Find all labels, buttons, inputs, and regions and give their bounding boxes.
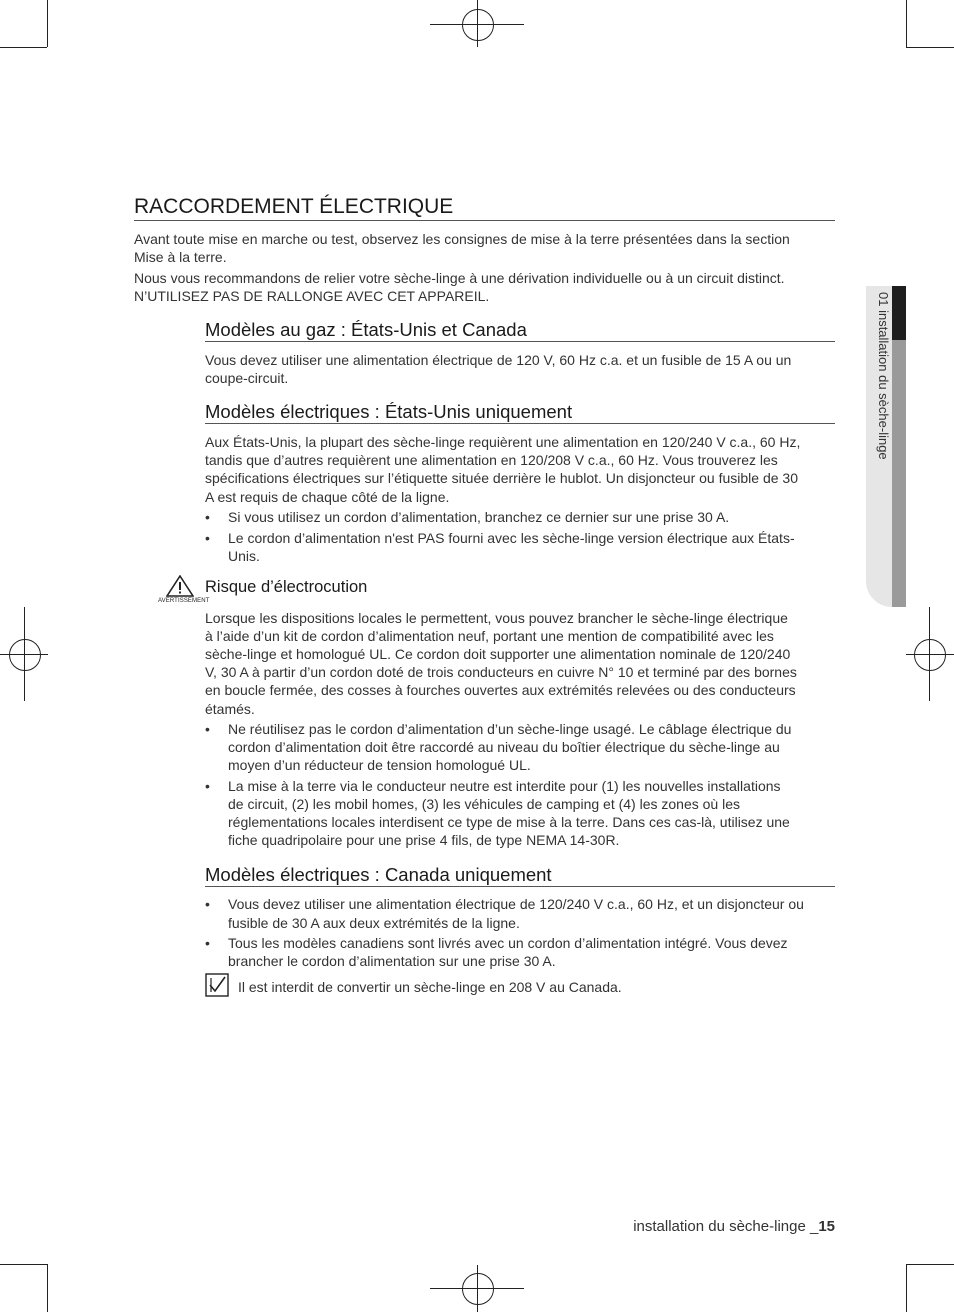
note-text: Il est interdit de convertir un sèche-linge en 208 V au Canada. — [238, 979, 622, 995]
list-item-text: Le cordon d’alimentation n'est PAS fourni avec les sèche-linge version électrique aux États- — [228, 530, 795, 546]
list-item-text: fiche quadripolaire pour une prise 4 fils, de type NEMA 14-30R. — [228, 832, 620, 848]
warning-text-line: à l’aide d’un kit de cordon d’alimentation neuf, portant une mention de compatibilité avec les — [205, 628, 774, 644]
gas-text-line: coupe-circuit. — [205, 370, 289, 386]
bullet-dot: • — [205, 530, 210, 546]
electric-us-text-line: tandis que d’autres requièrent une alimentation en 120/208 V c.a., 60 Hz. Vous trouverez les — [205, 452, 778, 468]
intro-line: Nous vous recommandons de relier votre sèche-linge à une dérivation individuelle ou à un circuit distinct. — [134, 270, 785, 286]
electric-us-text-line: A est requis de chaque côté de la ligne. — [205, 489, 450, 505]
list-item-text: réglementations locales interdisent ce type de mise à la terre. Dans ces cas-là, utilisez une — [228, 814, 790, 830]
section-heading-electric-us: Modèles électriques : États-Unis uniquement — [205, 401, 835, 424]
list-item-text: La mise à la terre via le conducteur neutre est interdite pour (1) les nouvelles installations — [228, 778, 781, 794]
bullet-dot: • — [205, 509, 210, 525]
intro-line: Mise à la terre. — [134, 249, 227, 265]
list-item-text: moyen d’un réducteur de tension homologué UL. — [228, 757, 531, 773]
list-item-text: Si vous utilisez un cordon d’alimentation, branchez ce dernier sur une prise 30 A. — [228, 509, 730, 525]
warning-text-line: sèche-linge et homologué UL. Ce cordon doit supporter une alimentation nominale de 120/240 — [205, 646, 791, 662]
intro-line: N’UTILISEZ PAS DE RALLONGE AVEC CET APPAREIL. — [134, 288, 490, 304]
footer-text: installation du sèche-linge _ — [633, 1218, 819, 1235]
page-title: RACCORDEMENT ÉLECTRIQUE — [134, 194, 835, 221]
bullet-dot: • — [205, 721, 210, 737]
list-item-text: de circuit, (2) les mobil homes, (3) les véhicules de camping et (4) les zones où les — [228, 796, 740, 812]
chapter-tab-label: 01 installation du sèche-linge — [876, 292, 891, 460]
chapter-tab-marker — [892, 286, 906, 340]
bullet-dot: • — [205, 896, 210, 912]
warning-text-line: en boucle fermée, des cosses à fourches ouvertes aux extrémités relevées ou des conducteurs — [205, 682, 796, 698]
warning-icon — [166, 575, 194, 597]
list-item-text: cordon d’alimentation doit être raccordé au niveau du boîtier électrique du sèche-linge au — [228, 739, 780, 755]
gas-text-line: Vous devez utiliser une alimentation électrique de 120 V, 60 Hz c.a. et un fusible de 15 A ou un — [205, 352, 792, 368]
warning-text-line: étamés. — [205, 701, 255, 717]
page-footer — [633, 1218, 835, 1235]
bullet-dot: • — [205, 778, 210, 794]
list-item-text: fusible de 30 A aux deux extrémités de la ligne. — [228, 915, 520, 931]
section-heading-gas: Modèles au gaz : États-Unis et Canada — [205, 319, 835, 342]
list-item-text: Vous devez utiliser une alimentation électrique de 120/240 V c.a., 60 Hz, et un disjoncteur ou — [228, 896, 804, 912]
warning-label: AVERTISSEMENT — [158, 598, 210, 604]
list-item-text: Ne réutilisez pas le cordon d’alimentation d’un sèche-linge usagé. Le câblage électrique du — [228, 721, 792, 737]
electric-us-text-line: Aux États-Unis, la plupart des sèche-linge requièrent une alimentation en 120/240 V c.a., 60 Hz, — [205, 434, 801, 450]
list-item-text: Tous les modèles canadiens sont livrés avec un cordon d’alimentation intégré. Vous devez — [228, 935, 788, 951]
list-item-text: brancher le cordon d’alimentation sur une prise 30 A. — [228, 953, 556, 969]
page-number: 15 — [818, 1218, 835, 1235]
list-item-text: Unis. — [228, 548, 260, 564]
warning-text-line: V, 30 A à partir d’un cordon doté de trois conducteurs en cuivre N° 10 et terminé par des bornes — [205, 664, 797, 680]
bullet-dot: • — [205, 935, 210, 951]
section-heading-electric-canada: Modèles électriques : Canada uniquement — [205, 864, 835, 887]
chapter-tab-bar — [892, 340, 906, 607]
warning-heading: Risque d’électrocution — [205, 578, 368, 596]
intro-line: Avant toute mise en marche ou test, observez les consignes de mise à la terre présentées dans la section — [134, 231, 790, 247]
electric-us-text-line: spécifications électriques sur l’étiquette située derrière le hublot. Un disjoncteur ou fusible de 30 — [205, 470, 799, 486]
warning-text-line: Lorsque les dispositions locales le permettent, vous pouvez brancher le sèche-linge électrique — [205, 610, 788, 626]
note-icon — [205, 973, 229, 997]
